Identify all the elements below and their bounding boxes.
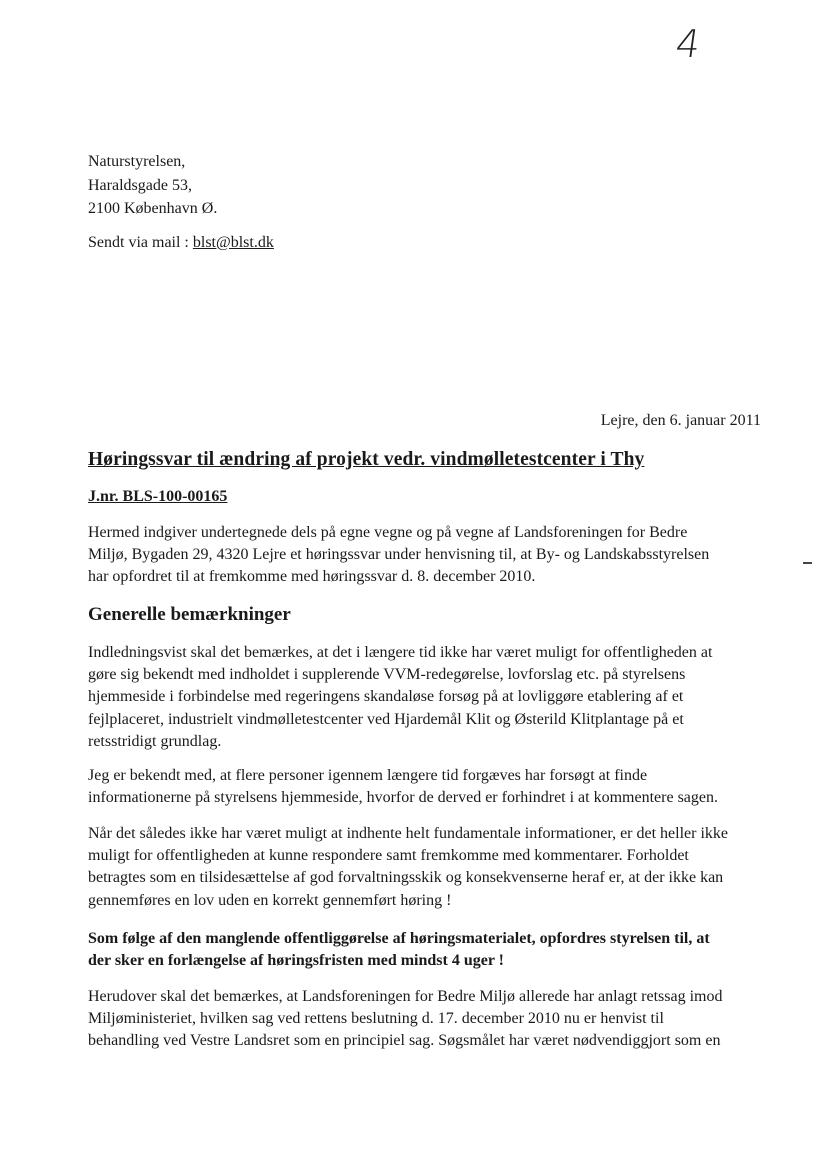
text-line: Når det således ikke har været muligt at indhente helt fundamentale informationer, er det heller ikke	[88, 825, 729, 842]
paragraph-5	[88, 986, 768, 1053]
text-line: Hermed indgiver undertegnede dels på egne vegne og på vegne af Landsforeningen for Bedre	[88, 524, 688, 541]
recipient-address	[88, 150, 217, 221]
address-line: Haraldsgade 53,	[88, 176, 192, 194]
text-line: informationerne på styrelsens hjemmeside, hvorfor de derved er forhindret i at kommentere sagen.	[88, 789, 718, 807]
email-link[interactable]: blst@blst.dk	[192, 234, 274, 251]
document-title: Høringssvar til ændring af projekt vedr. vindmølletestcenter i Thy	[88, 449, 645, 470]
paragraph-3	[88, 823, 768, 912]
section-heading: Generelle bemærkninger	[88, 604, 291, 625]
text-line: behandling ved Vestre Landsret som en principiel sag. Søgsmålet har været nødvendiggjort som en	[88, 1032, 721, 1050]
sent-via-label: Sendt via mail :	[88, 234, 193, 251]
text-line: hjemmeside i forbindelse med regeringens skandaløse forsøg på at lovliggøre etablering af et	[88, 688, 684, 706]
text-line: gennemføres en lov uden en korrekt gennemført høring !	[88, 891, 452, 909]
sent-via-mail	[88, 232, 274, 254]
text-line: der sker en forlængelse af høringsfristen med mindst 4 uger !	[88, 952, 504, 970]
paragraph-2	[88, 765, 768, 809]
intro-paragraph	[88, 522, 768, 589]
paragraph-1	[88, 642, 768, 753]
text-line: muligt for offentligheden at kunne respondere samt fremkomme med kommentarer. Forholdet	[88, 847, 689, 865]
date-line: Lejre, den 6. januar 2011	[600, 412, 761, 429]
text-line: Indledningsvist skal det bemærkes, at det i længere tid ikke har været muligt for offentligheden at	[88, 644, 713, 661]
handwritten-page-number: 4	[672, 22, 704, 66]
text-line: Miljøministeriet, hvilken sag ved rettens beslutning d. 17. december 2010 nu er henvist til	[88, 1010, 664, 1028]
text-line: fejlplaceret, industrielt vindmølletestcenter ved Hjardemål Klit og Østerild Klitplantage på et	[88, 710, 684, 728]
text-line: Herudover skal det bemærkes, at Landsforeningen for Bedre Miljø allerede har anlagt retssag imod	[88, 988, 723, 1005]
address-line: Naturstyrelsen,	[88, 153, 186, 170]
text-line: Som følge af den manglende offentliggørelse af høringsmaterialet, opfordres styrelsen til, at	[88, 930, 710, 947]
text-line: betragtes som en tilsidesættelse af god forvaltningsskik og konsekvenserne heraf er, at der ikke kan	[88, 869, 724, 887]
text-line: Miljø, Bygaden 29, 4320 Lejre et høringssvar under henvisning til, at By- og Landskabsstyrelsen	[88, 546, 710, 564]
reference-number: J.nr. BLS-100-00165	[88, 488, 228, 505]
margin-mark	[803, 562, 812, 564]
address-line: 2100 København Ø.	[88, 200, 218, 217]
text-line: Jeg er bekendt med, at flere personer igennem længere tid forgæves har forsøgt at finde	[88, 767, 648, 784]
text-line: gøre sig bekendt med indholdet i supplerende VVM-redegørelse, lovforslag etc. på styrelsens	[88, 666, 686, 684]
bold-request-paragraph	[88, 928, 768, 972]
text-line: har opfordret til at fremkomme med høringssvar d. 8. december 2010.	[88, 568, 536, 586]
text-line: retsstridigt grundlag.	[88, 732, 222, 750]
